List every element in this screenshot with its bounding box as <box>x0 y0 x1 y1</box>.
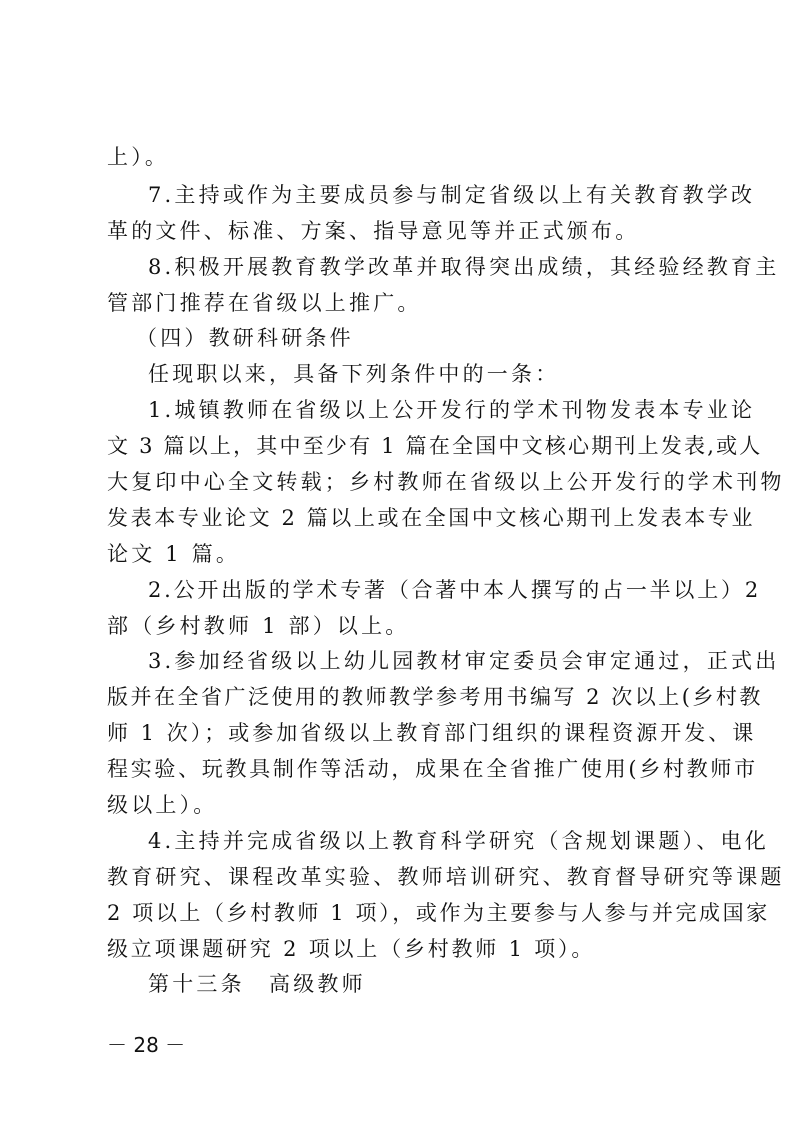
text-line <box>0 539 793 569</box>
text-line <box>0 682 793 712</box>
text-line <box>0 142 793 172</box>
text-line <box>0 180 793 210</box>
text-line <box>0 611 793 641</box>
article-heading <box>0 969 793 999</box>
text-line <box>0 431 793 461</box>
section-heading-text: （四）教研科研条件 <box>136 326 354 350</box>
section-heading <box>0 323 793 353</box>
text-line <box>0 754 793 784</box>
line-text: 3.参加经省级以上幼儿园教材审定委员会审定通过，正式出 <box>148 649 780 673</box>
line-text: 发表本专业论文 2 篇以上或在全国中文核心期刊上发表本专业 <box>107 506 756 530</box>
text-line <box>0 288 793 318</box>
text-line <box>0 575 793 605</box>
line-text: 级立项课题研究 2 项以上（乡村教师 1 项）。 <box>107 937 596 961</box>
line-text: 8.积极开展教育教学改革并取得突出成绩，其经验经教育主 <box>148 255 780 279</box>
line-text: 论文 1 篇。 <box>107 542 241 566</box>
text-line <box>0 718 793 748</box>
line-text: 级以上）。 <box>107 793 218 817</box>
text-line <box>0 898 793 928</box>
line-text: 版并在全省广泛使用的教师教学参考用书编写 2 次以上(乡村教 <box>107 685 763 709</box>
text-line <box>0 252 793 282</box>
line-text: 部（乡村教师 1 部）以上。 <box>107 614 410 638</box>
text-line <box>0 467 793 497</box>
line-text: 师 1 次）；或参加省级以上教育部门组织的课程资源开发、课 <box>107 721 757 745</box>
line-text: 2 项以上（乡村教师 1 项），或作为主要参与人参与并完成国家 <box>107 901 770 925</box>
line-text: 2.公开出版的学术专著（合著中本人撰写的占一半以上）2 <box>148 578 761 602</box>
text-line <box>0 934 793 964</box>
text-line <box>0 790 793 820</box>
article-heading-text: 第十三条 高级教师 <box>148 972 366 996</box>
page-number: － 28 － <box>107 1033 186 1057</box>
line-text: 管部门推荐在省级以上推广。 <box>107 291 422 315</box>
line-text: 文 3 篇以上，其中至少有 1 篇在全国中文核心期刊上发表,或人 <box>107 434 763 458</box>
text-line <box>0 646 793 676</box>
line-text: 任现职以来，具备下列条件中的一条： <box>148 362 560 386</box>
text-line <box>0 359 793 389</box>
text-line <box>0 503 793 533</box>
line-text: 教育研究、课程改革实验、教师培训研究、教育督导研究等课题 <box>107 865 785 889</box>
text-line <box>0 216 793 246</box>
line-text: 7.主持或作为主要成员参与制定省级以上有关教育教学改 <box>148 183 756 207</box>
text-line <box>0 395 793 425</box>
text-line <box>0 862 793 892</box>
line-text: 程实验、玩教具制作等活动，成果在全省推广使用(乡村教师市 <box>107 757 758 781</box>
line-text: 大复印中心全文转载；乡村教师在省级以上公开发行的学术刊物 <box>107 470 785 494</box>
line-text: 上）。 <box>107 145 170 169</box>
line-text: 1.城镇教师在省级以上公开发行的学术刊物发表本专业论 <box>148 398 756 422</box>
line-text: 革的文件、标准、方案、指导意见等并正式颁布。 <box>107 219 640 243</box>
text-line <box>0 826 793 856</box>
line-text: 4.主持并完成省级以上教育科学研究（含规划课题）、电化 <box>148 829 769 853</box>
